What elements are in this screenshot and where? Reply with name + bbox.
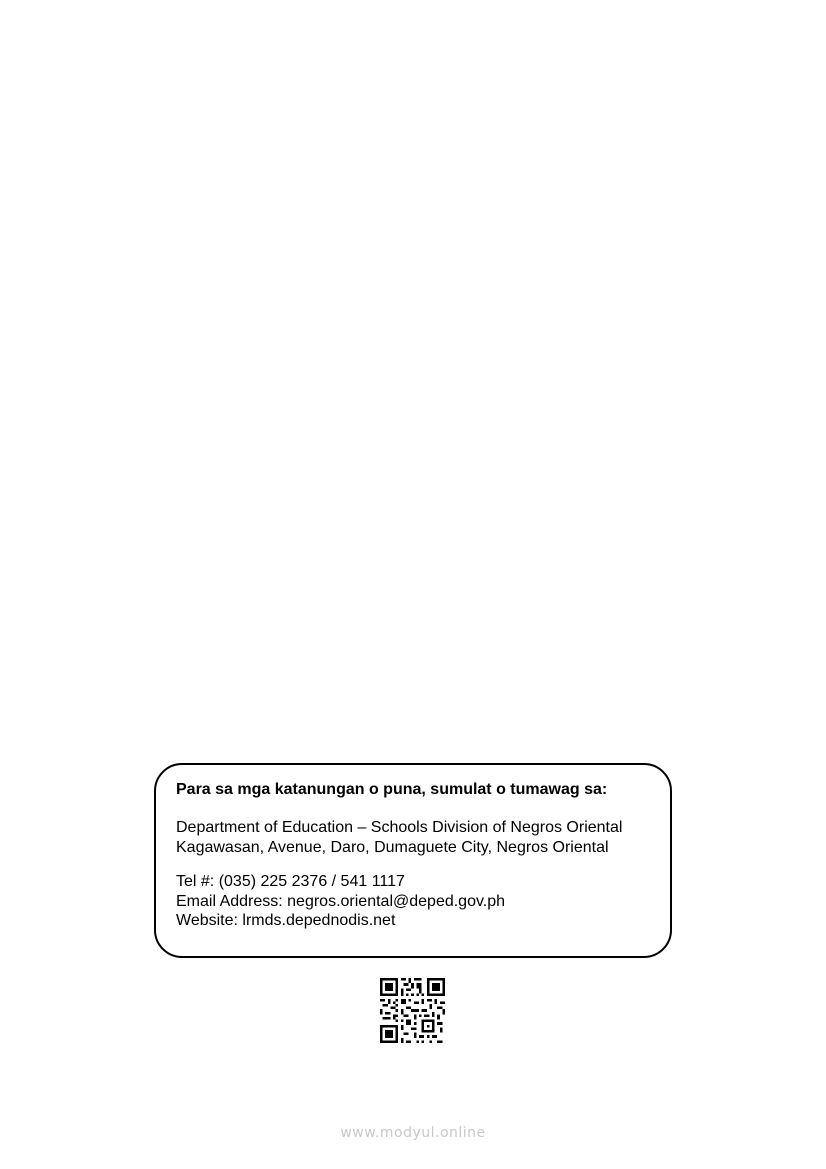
qr-code-icon [380, 978, 445, 1043]
office-address-line: Kagawasan, Avenue, Daro, Dumaguete City, Negros Oriental [176, 838, 609, 856]
office-name-line: Department of Education – Schools Division of Negros Oriental [176, 819, 623, 836]
watermark-text: www.modyul.online [340, 1125, 486, 1141]
office-address [176, 818, 670, 857]
email-line: Email Address: negros.oriental@deped.gov.ph [176, 892, 506, 910]
contact-info-box [154, 763, 672, 958]
website-line: Website: lrmds.depednodis.net [176, 912, 396, 929]
telephone-line: Tel #: (035) 225 2376 / 541 1117 [176, 873, 405, 890]
contact-details [176, 872, 670, 931]
contact-heading: Para sa mga katanungan o puna, sumulat o tumawag sa: [176, 781, 608, 798]
